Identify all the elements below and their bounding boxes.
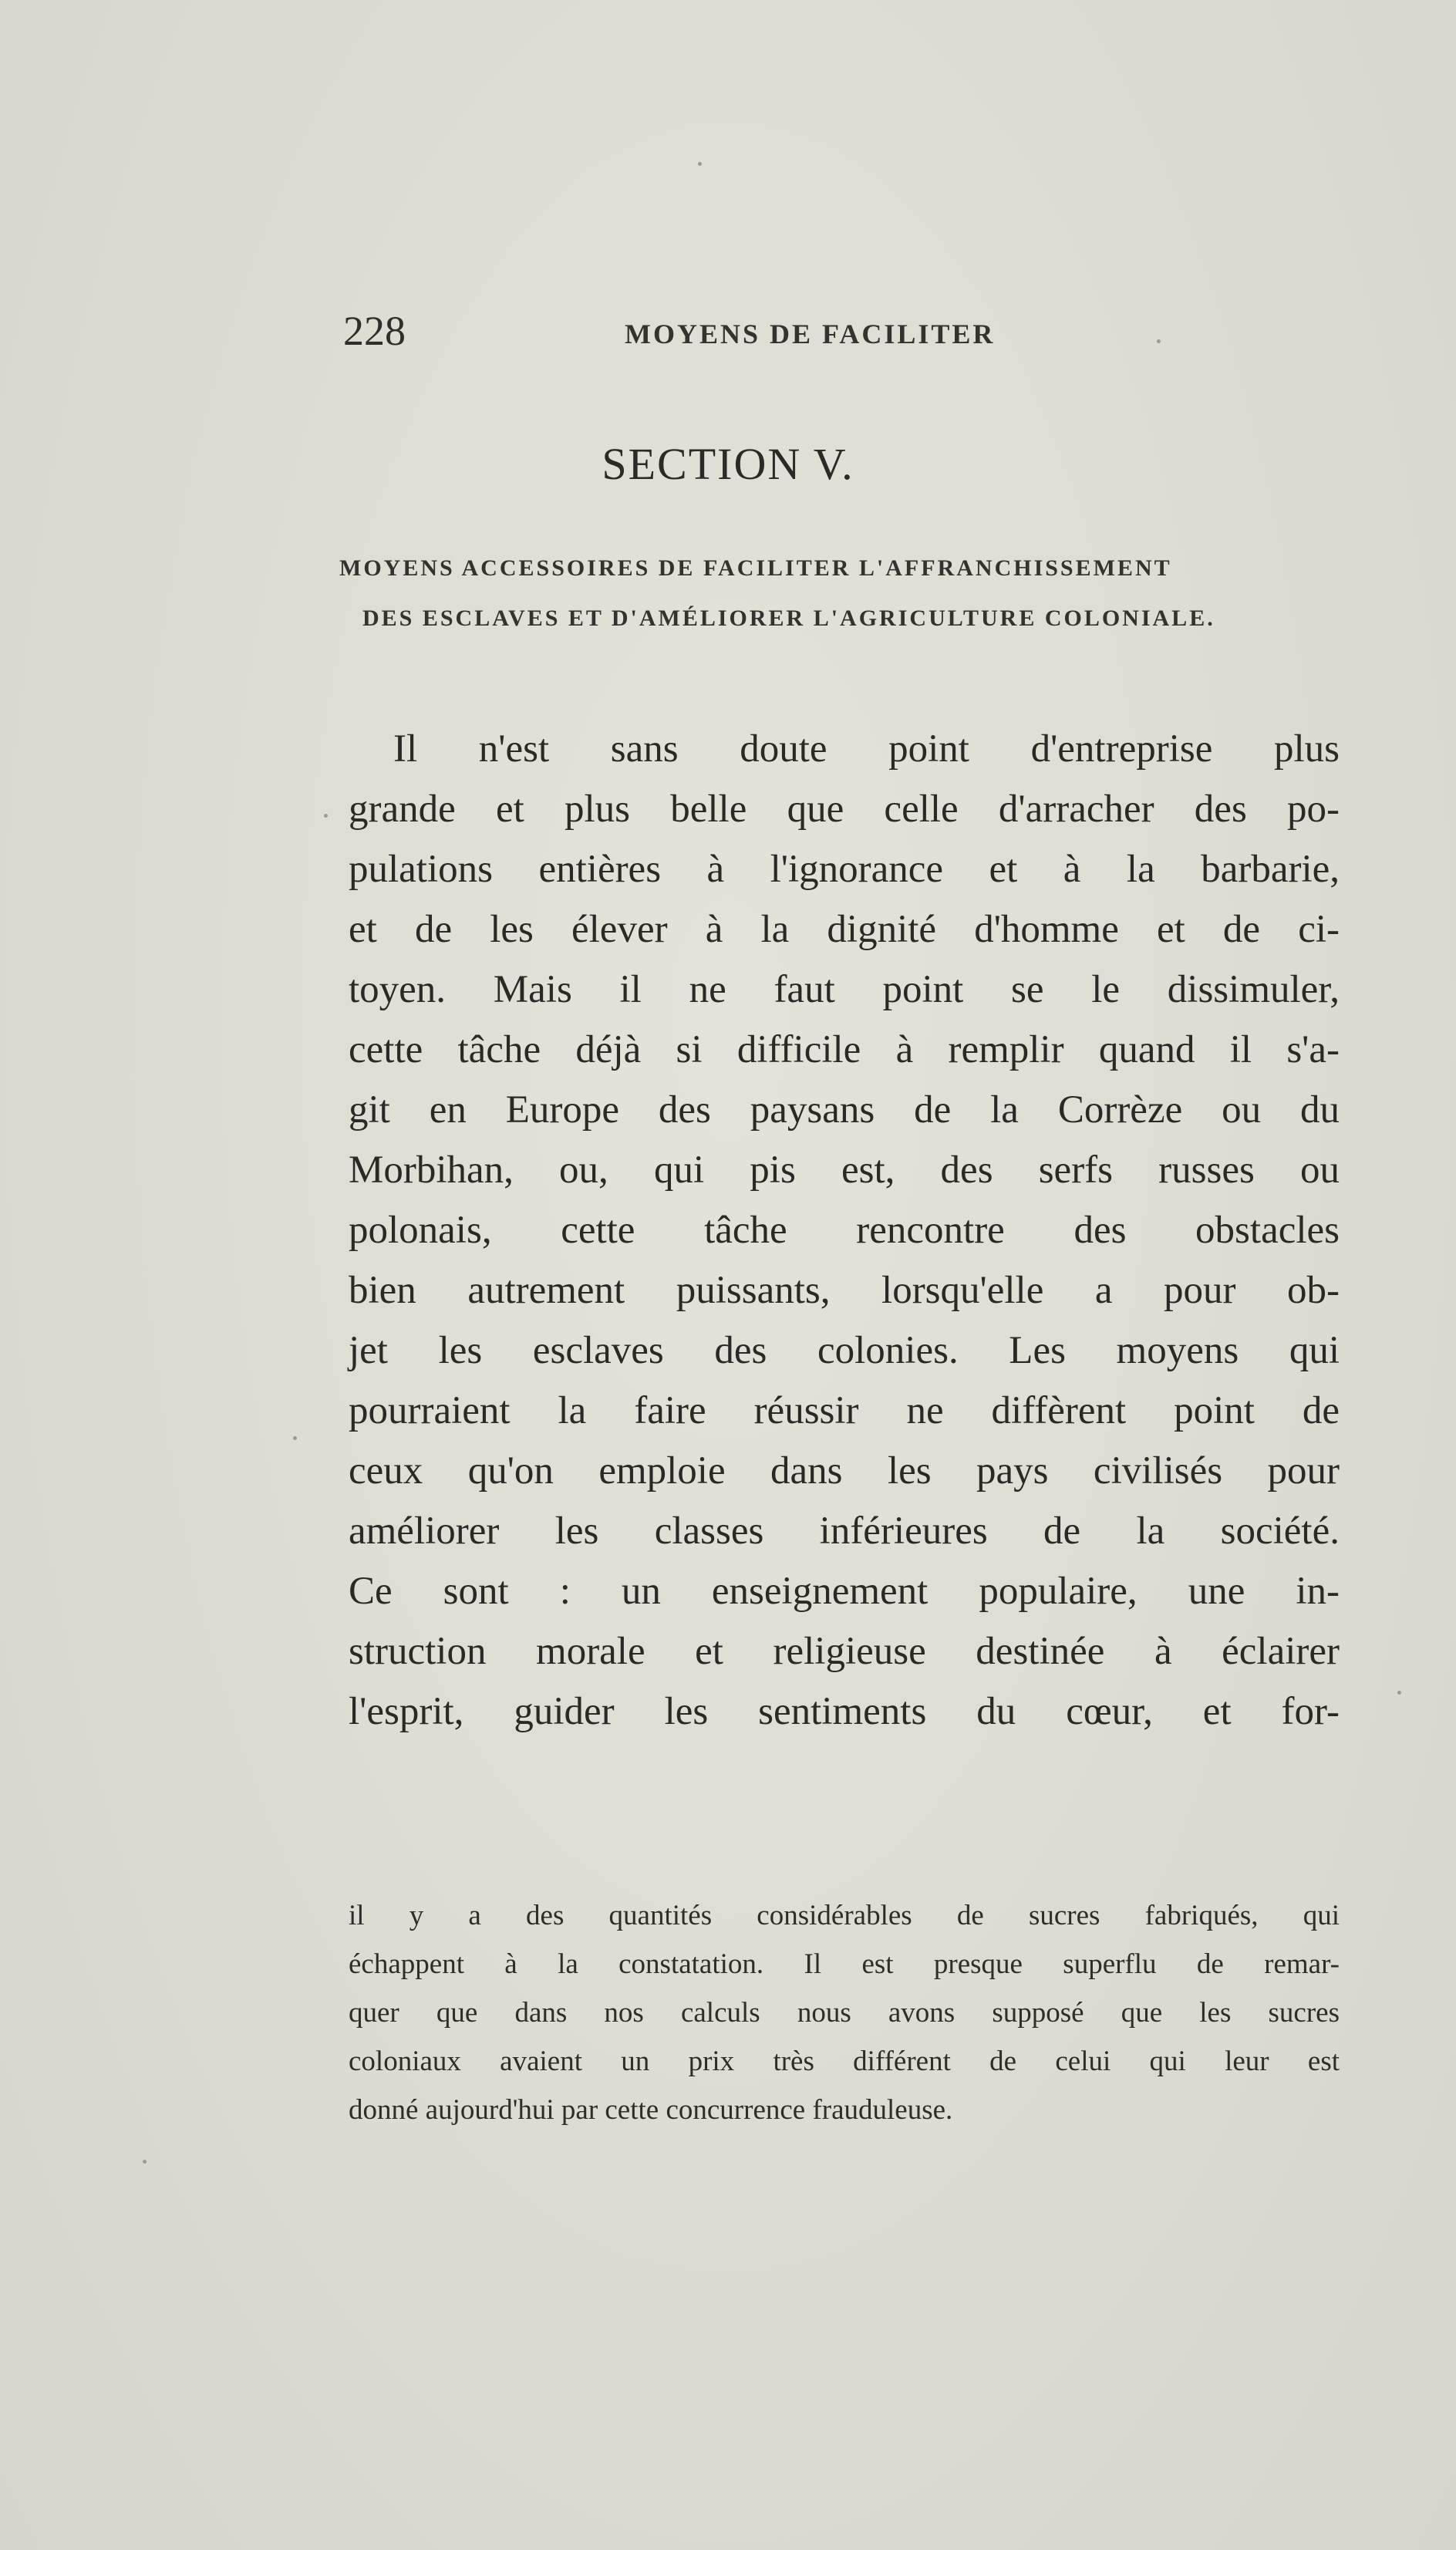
body-line: et de les élever à la dignité d'homme et de ci-	[349, 908, 1340, 951]
page-number: 228	[343, 308, 406, 354]
body-paragraph	[349, 719, 1340, 1742]
paper-speck	[1157, 339, 1161, 343]
paper-speck	[698, 162, 702, 166]
footnote-line: coloniaux avaient un prix très différent de celui qui leur est	[349, 2046, 1340, 2077]
body-line: Il n'est sans doute point d'entreprise plus	[393, 727, 1340, 771]
body-line: l'esprit, guider les sentiments du cœur, et for-	[349, 1690, 1340, 1733]
body-line: cette tâche déjà si difficile à remplir quand il s'a-	[349, 1028, 1340, 1071]
body-line: grande et plus belle que celle d'arracher des po-	[349, 788, 1340, 831]
body-line: bien autrement puissants, lorsqu'elle a pour ob-	[349, 1269, 1340, 1312]
section-subtitle-line: MOYENS ACCESSOIRES DE FACILITER L'AFFRANCHISSEMENT	[339, 555, 1172, 581]
footnote-line: il y a des quantités considérables de sucres fabriqués, qui	[349, 1900, 1340, 1931]
body-line: ceux qu'on emploie dans les pays civilisés pour	[349, 1449, 1340, 1493]
body-line: toyen. Mais il ne faut point se le dissimuler,	[349, 968, 1340, 1011]
footnote-line: échappent à la constatation. Il est presque superflu de remar-	[349, 1948, 1340, 1980]
body-line: Ce sont : un enseignement populaire, une in-	[349, 1570, 1340, 1613]
body-line: améliorer les classes inférieures de la société.	[349, 1509, 1340, 1553]
footnote-line: donné aujourd'hui par cette concurrence frauduleuse.	[349, 2094, 953, 2126]
body-line: polonais, cette tâche rencontre des obstacles	[349, 1209, 1340, 1252]
paper-speck	[324, 814, 328, 818]
paper-speck	[293, 1436, 297, 1440]
body-line: Morbihan, ou, qui pis est, des serfs russes ou	[349, 1149, 1340, 1192]
body-line: git en Europe des paysans de la Corrèze ou du	[349, 1088, 1340, 1132]
body-line: pourraient la faire réussir ne diffèrent point de	[349, 1389, 1340, 1432]
paper-speck	[143, 2160, 147, 2164]
section-title: SECTION V.	[602, 439, 854, 489]
running-title: MOYENS DE FACILITER	[625, 319, 996, 349]
running-head	[343, 307, 1145, 361]
body-line: struction morale et religieuse destinée à éclairer	[349, 1630, 1340, 1673]
paper-speck	[1397, 1691, 1401, 1695]
footnote	[349, 1891, 1340, 2134]
body-line: jet les esclaves des colonies. Les moyens qui	[349, 1329, 1340, 1372]
body-line: pulations entières à l'ignorance et à la barbarie,	[349, 848, 1340, 891]
footnote-line: quer que dans nos calculs nous avons supposé que les sucres	[349, 1997, 1340, 2029]
section-subtitle-line: DES ESCLAVES ET D'AMÉLIORER L'AGRICULTURE COLONIALE.	[362, 605, 1215, 631]
